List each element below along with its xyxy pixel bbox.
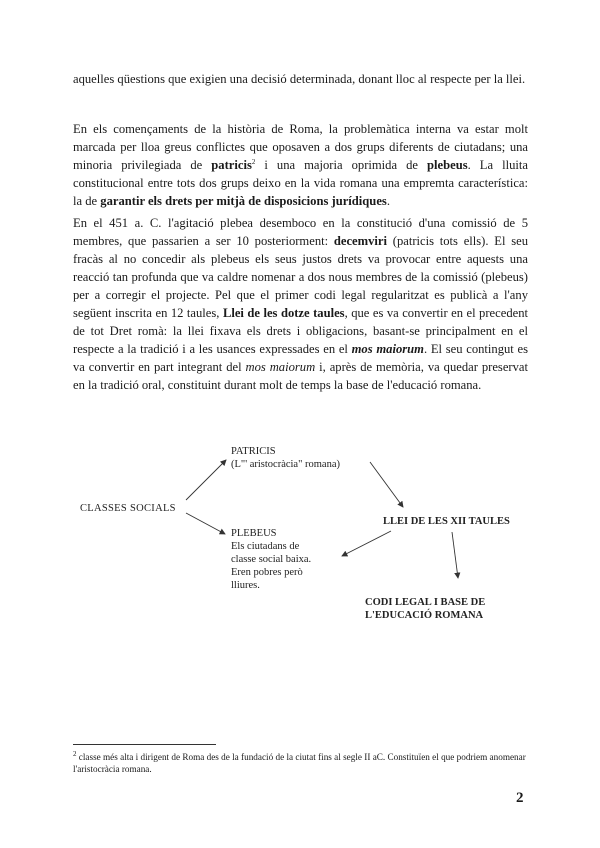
paragraph-text: (patricis tots ells). El seu fracàs al no concedir als plebeus els seus justos drets va provocar entre aquests una reacció tan profunda que va caldre nomenar a dos nous membres de la comissió (plebeus) per a corregir el projecte. Pel que el primer codi legal regularitzat es publicà a l'any següent inscrita en 12 taules, [73,234,528,320]
node-patricis-title: PATRICIS [231,446,276,457]
arrow-classes-to-patricis [186,460,226,500]
paragraph-2 [73,120,528,210]
term-garantir-drets: garantir els drets per mitjà de disposicions jurídiques [100,194,387,208]
node-classes-socials: CLASSES SOCIALS [80,503,176,514]
arrow-classes-to-plebeus [186,513,225,534]
arrow-llei-to-codi [452,532,458,578]
term-mos-maiorum-italic: mos maiorum [245,360,316,374]
paragraph-text: . El seu contingut es va convertir en part integrant del [73,342,529,374]
node-plebeus-title: PLEBEUS [231,528,277,539]
term-llei-dotze-taules: Llei de les dotze taules [222,306,345,320]
footnote-marker: 2 [73,749,77,758]
paragraph-text: En el 451 a. C. l'agitació plebea desemboco en la constitució d'una comissió de 5 membres, que passarien a ser 10 posteriorment: [73,216,528,248]
node-patricis [231,445,340,471]
paragraph-text: , que es va convertir en el precedent de tot Dret romà: la llei fixava els drets i obligacions, basant-se principalment en el respecte a la tradició i a les usances expressades en el [73,306,528,356]
footnote [73,751,528,775]
paragraph-text: aquelles qüestions que exigien una decisió determinada, donant lloc al respecte per la llei. [73,72,526,86]
arrow-llei-to-plebeus [342,531,391,556]
footnote-separator [73,744,216,745]
paragraph-text: i, après de memòria, va quedar preservat en la tradició oral, constituint durant molt de temps la base de l'educació romana. [73,360,528,392]
paragraph-text: En els començaments de la història de Roma, la problemàtica interna va estar molt marcada per lloa greus conflictes que oposaven a dos grups diferents de ciutadans; una minoria privilegiada de [73,122,528,172]
footnote-text: classe més alta i dirigent de Roma des de la fundació de la ciutat fins al segle II aC. Constituïen el que podriem anomenar l'aristocràcia romana. [73,752,526,774]
term-patricis: patricis [211,158,252,172]
term-plebeus: plebeus [427,158,468,172]
node-plebeus [231,527,321,592]
node-patricis-desc: (L"' aristocràcia" romana) [231,459,340,470]
node-codi-legal: CODI LEGAL I BASE DE L'EDUCACIÓ ROMANA [365,597,486,621]
arrow-patricis-to-llei [370,462,403,507]
paragraph-1 [73,70,528,88]
paragraph-text: i una majoria oprimida de [255,158,428,172]
paragraph-text: . La lluita constitucional entre tots dos grups deixo en la vida romana una empremta característica: la de [73,158,528,208]
page-number: 2 [516,790,524,806]
paragraph-3 [73,214,528,394]
paragraph-text: . [386,194,390,208]
footnote-reference[interactable]: 2 [251,157,256,166]
term-decemviri: decemviri [333,234,388,248]
node-plebeus-desc: Els ciutadans de classe social baixa. Eren pobres però lliures. [231,541,312,591]
term-mos-maiorum: mos maiorum [351,342,424,356]
node-llei-xii-taules: LLEI DE LES XII TAULES [383,516,510,527]
